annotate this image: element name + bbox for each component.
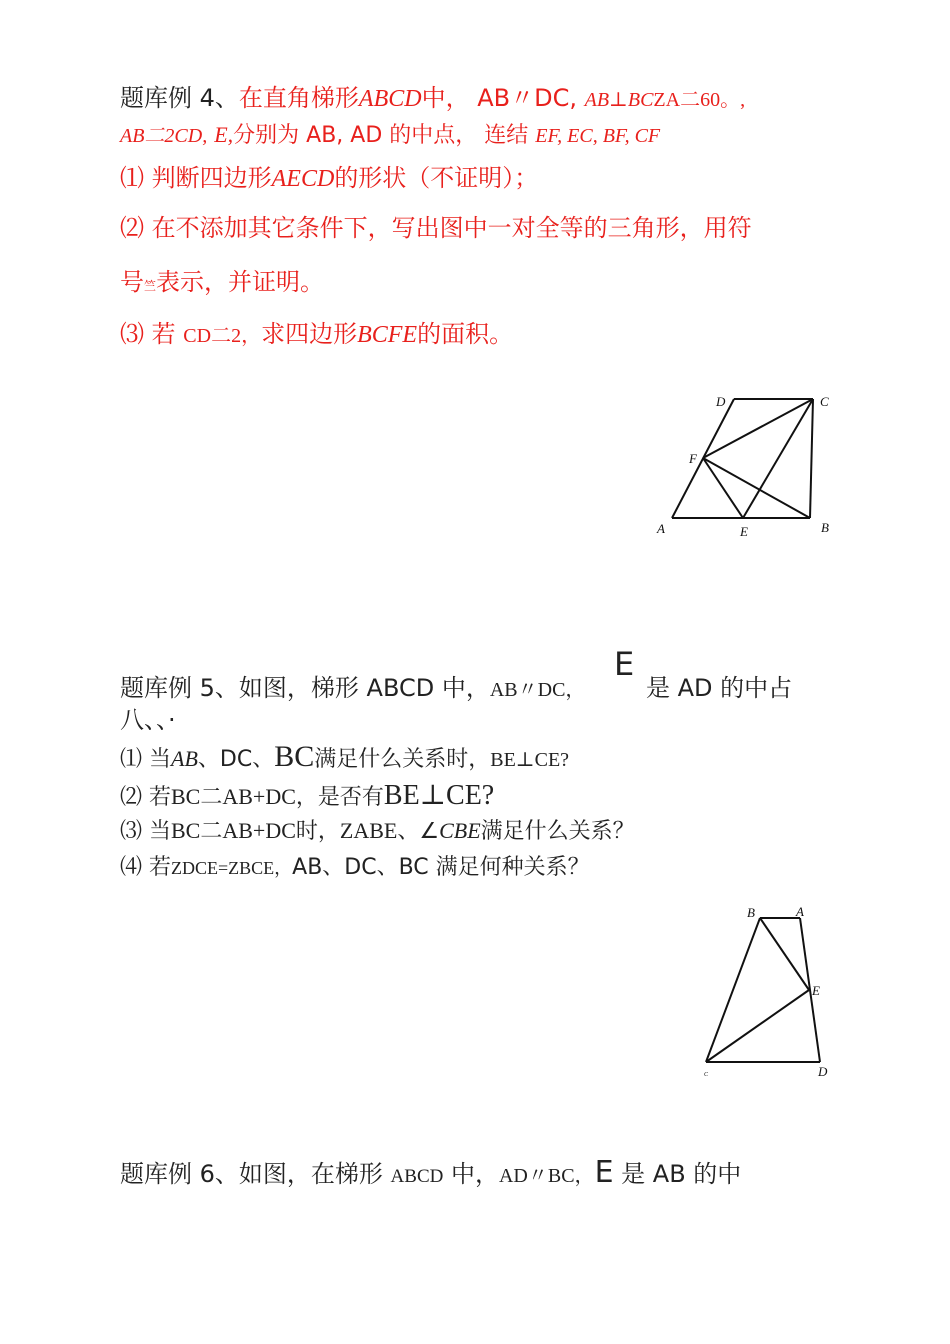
- ex5-line1: [120, 676, 585, 700]
- ex4-label: 题库例 4、: [120, 84, 239, 112]
- ex4-text: 在直角梯形: [238, 84, 359, 112]
- q-text: ⑶ 若: [120, 320, 176, 348]
- ex4-figure: [650, 390, 840, 540]
- ex5-text: 题库例 5、如图，梯形 ABCD 中，: [120, 674, 490, 702]
- ex4-label-B: B: [821, 520, 829, 535]
- ex4-connect: 连结: [484, 123, 529, 148]
- q-text: ⑴ 判断四边形: [120, 164, 272, 192]
- q-condition: BC二AB+DC，: [171, 784, 318, 809]
- q-text: 表示，并证明。: [156, 268, 325, 296]
- ex4-text: 中，: [421, 84, 470, 112]
- ex4-segments: EF, EC, BF, CF: [535, 125, 661, 147]
- ex4-angle: ZA二60。,: [653, 89, 746, 111]
- q-text: 的面积。: [417, 320, 514, 348]
- q-text: 、DC、: [197, 747, 275, 772]
- q-text: 满足什么关系？: [480, 819, 635, 844]
- ex6-text: 题库例 6、如图，在梯形: [120, 1160, 383, 1188]
- ex5-question-4: [120, 857, 590, 879]
- ex4-trap-name: ABCD: [358, 86, 422, 112]
- ex5-line1b: 八、、·: [120, 706, 176, 734]
- ex5-question-3: [120, 820, 635, 843]
- ex4-label-E: E: [740, 524, 748, 539]
- ex5-line1-end: 是 AD 的中占: [646, 674, 793, 702]
- q-text: ⑴ 当: [120, 747, 171, 772]
- q-text: AB、DC、BC 满足何种关系？: [292, 855, 590, 880]
- ex4-midpoints: 分别为 AB, AD 的中点，: [233, 123, 478, 148]
- ex4-ab-eq: AB二2CD,: [120, 125, 208, 147]
- ex4-e: E,: [214, 122, 234, 147]
- q-perp: BE⊥CE?: [383, 780, 495, 811]
- ex4-label-D: D: [716, 394, 726, 409]
- ex5-label-E: E: [812, 983, 820, 998]
- ex4-perp: AB⊥BC: [584, 89, 654, 111]
- q-shape: BCFE: [357, 322, 418, 348]
- congruent-symbol: 竺: [144, 279, 157, 293]
- ex4-label-C: C: [820, 394, 829, 409]
- q-condition: BC二AB+DC: [171, 818, 296, 843]
- angle-symbol: ∠: [419, 819, 440, 844]
- q-text: 时，: [295, 819, 340, 844]
- ex5-figure: [690, 900, 840, 1085]
- q-text: ⑶ 当: [120, 819, 171, 844]
- ex5-e-big: E: [614, 645, 635, 683]
- q-condition: ZDCE=ZBCE，: [171, 858, 293, 878]
- q-text: ⑵ 若: [120, 785, 171, 810]
- ex5-label-A: A: [796, 904, 804, 919]
- ex4-question-2: ⑵ 在不添加其它条件下，写出图中一对全等的三角形，用符: [120, 214, 752, 242]
- q-text: 是否有: [317, 785, 384, 810]
- ex6-parallel: AD〃BC，: [498, 1165, 595, 1187]
- ex5-label-C: C: [704, 1072, 709, 1078]
- ex4-line2: [120, 124, 660, 147]
- q-bc: BC: [274, 740, 315, 773]
- ex4-label-A: A: [657, 521, 665, 536]
- q-text: 求四边形: [261, 320, 358, 348]
- ex4-question-3: [120, 322, 513, 347]
- ex5-parallel: AB〃DC，: [489, 679, 586, 701]
- ex6-line1: [120, 1155, 742, 1190]
- q-cd: CD二2，: [183, 325, 262, 347]
- ex6-trap-name: ABCD: [390, 1166, 444, 1187]
- ex5-question-1: [120, 742, 569, 772]
- ex4-question-1: [120, 166, 538, 191]
- ex4-label-F: F: [689, 451, 697, 466]
- ex5-figure-lines: [706, 918, 820, 1062]
- q-text: 号: [120, 268, 144, 296]
- q-text: 满足什么关系时，: [314, 747, 491, 772]
- ex4-line1: [120, 86, 745, 111]
- ex6-text: 是 AB 的中: [621, 1160, 742, 1188]
- ex5-label-B: B: [747, 905, 755, 920]
- ex5-label-D: D: [818, 1064, 828, 1079]
- q-text: ⑷ 若: [120, 855, 171, 880]
- ex5-question-2: [120, 782, 494, 810]
- q-shape: AECD: [271, 166, 335, 192]
- q-ab: AB: [171, 746, 198, 771]
- ex6-e: E: [594, 1155, 614, 1190]
- ex6-text: 中，: [450, 1160, 499, 1188]
- ex4-parallel: AB〃DC,: [477, 84, 577, 112]
- ex4-question-2-cont: [120, 270, 324, 294]
- q-text: 的形状（不证明）；: [334, 164, 539, 192]
- q-angle: ZABE、: [339, 818, 420, 843]
- q-angle: CBE: [439, 818, 481, 843]
- q-perp: BE⊥CE?: [490, 749, 570, 771]
